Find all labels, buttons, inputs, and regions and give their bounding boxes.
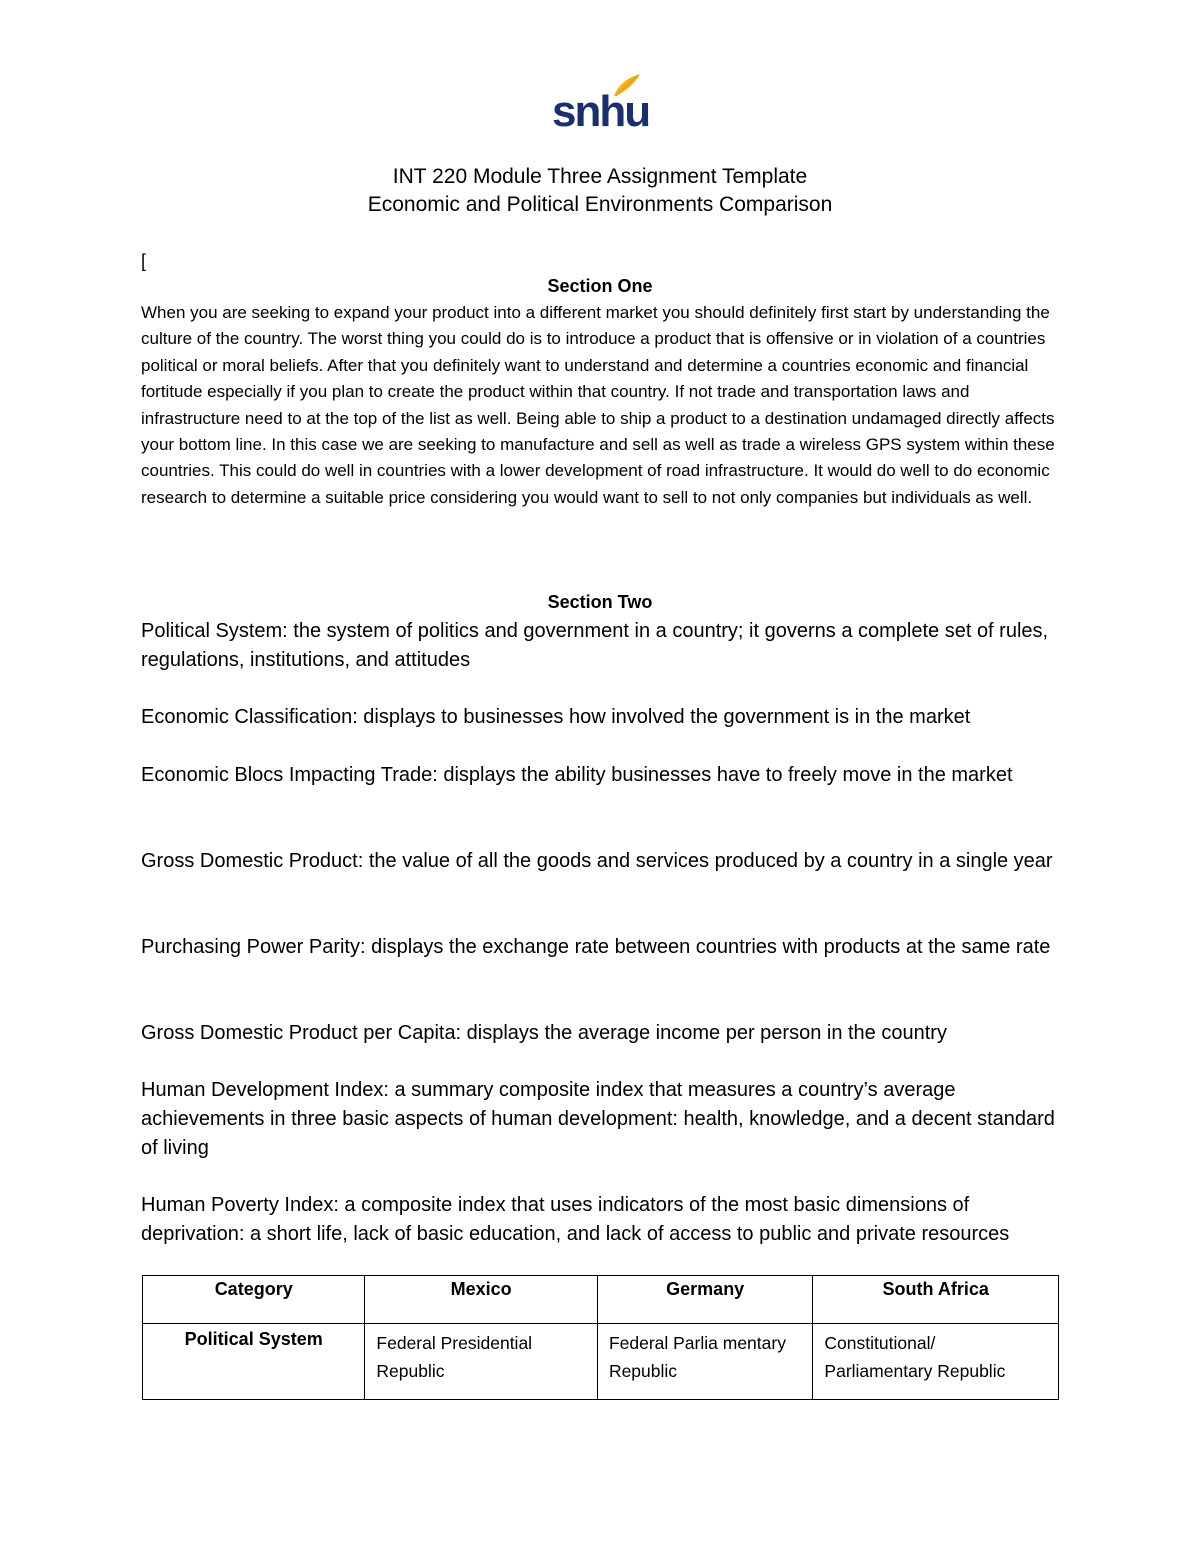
definition-hpi: Human Poverty Index: a composite index that uses indicators of the most basic dimensions of deprivation: a short life, lack of basic education, and lack of access to public and private resources — [141, 1194, 1010, 1245]
logo-wordmark: snhu — [552, 87, 650, 136]
definition-economic-classification: Economic Classification: displays to businesses how involved the government is in the market — [141, 706, 971, 728]
snhu-logo — [552, 72, 650, 138]
table-header-row — [143, 1276, 1059, 1324]
section-one-body: When you are seeking to expand your product into a different market you should definitely first start by understanding the culture of the country. The worst thing you could do is to introduce a product that is offensive or in violation of a countries political or moral beliefs. After that you definitely want to understand and determine a countries economic and financial fortitude especially if you plan to create the product within that country. If not trade and transportation laws and infrastructure need to at the top of the list as well. Being able to ship a product to a destination undamaged directly affects your bottom line. In this case we are seeking to manufacture and sell as well as trade a wireless GPS system within these countries. This could do well in countries with a lower development of road infrastructure. It would do well to do economic research to determine a suitable price considering you would want to sell to not only companies but individuals as well. — [141, 303, 1055, 507]
row-category: Political System — [143, 1324, 365, 1400]
section-one-heading: Section One — [547, 276, 653, 296]
definition-ppp: Purchasing Power Parity: displays the exchange rate between countries with products at the same rate — [141, 936, 1051, 958]
title-line-2: Economic and Political Environments Comparison — [367, 193, 833, 216]
definition-gdp: Gross Domestic Product: the value of all the goods and services produced by a country in a single year — [141, 850, 1053, 872]
title-line-1: INT 220 Module Three Assignment Template — [392, 165, 808, 188]
definition-hdi: Human Development Index: a summary composite index that measures a country’s average achievements in three basic aspects of human development: health, knowledge, and a decent standard of living — [141, 1079, 1055, 1159]
section-two-heading: Section Two — [547, 592, 653, 612]
cell-south-africa: Constitutional/ Parliamentary Republic — [813, 1324, 1059, 1400]
definition-political-system: Political System: the system of politics and government in a country; it governs a complete set of rules, regulations, institutions, and attitudes — [141, 620, 1049, 671]
table-row — [143, 1324, 1059, 1400]
header-south-africa: South Africa — [813, 1276, 1059, 1324]
stray-bracket: [ — [141, 251, 147, 271]
definition-economic-blocs: Economic Blocs Impacting Trade: displays the ability businesses have to freely move in the market — [141, 764, 1013, 786]
comparison-table — [142, 1275, 1059, 1400]
header-category: Category — [143, 1276, 365, 1324]
header-germany: Germany — [597, 1276, 812, 1324]
cell-mexico: Federal Presidential Republic — [365, 1324, 598, 1400]
definition-gdp-per-capita: Gross Domestic Product per Capita: displays the average income per person in the country — [141, 1022, 947, 1044]
header-mexico: Mexico — [365, 1276, 598, 1324]
document-title — [0, 163, 1200, 219]
cell-germany: Federal Parlia mentary Republic — [597, 1324, 812, 1400]
